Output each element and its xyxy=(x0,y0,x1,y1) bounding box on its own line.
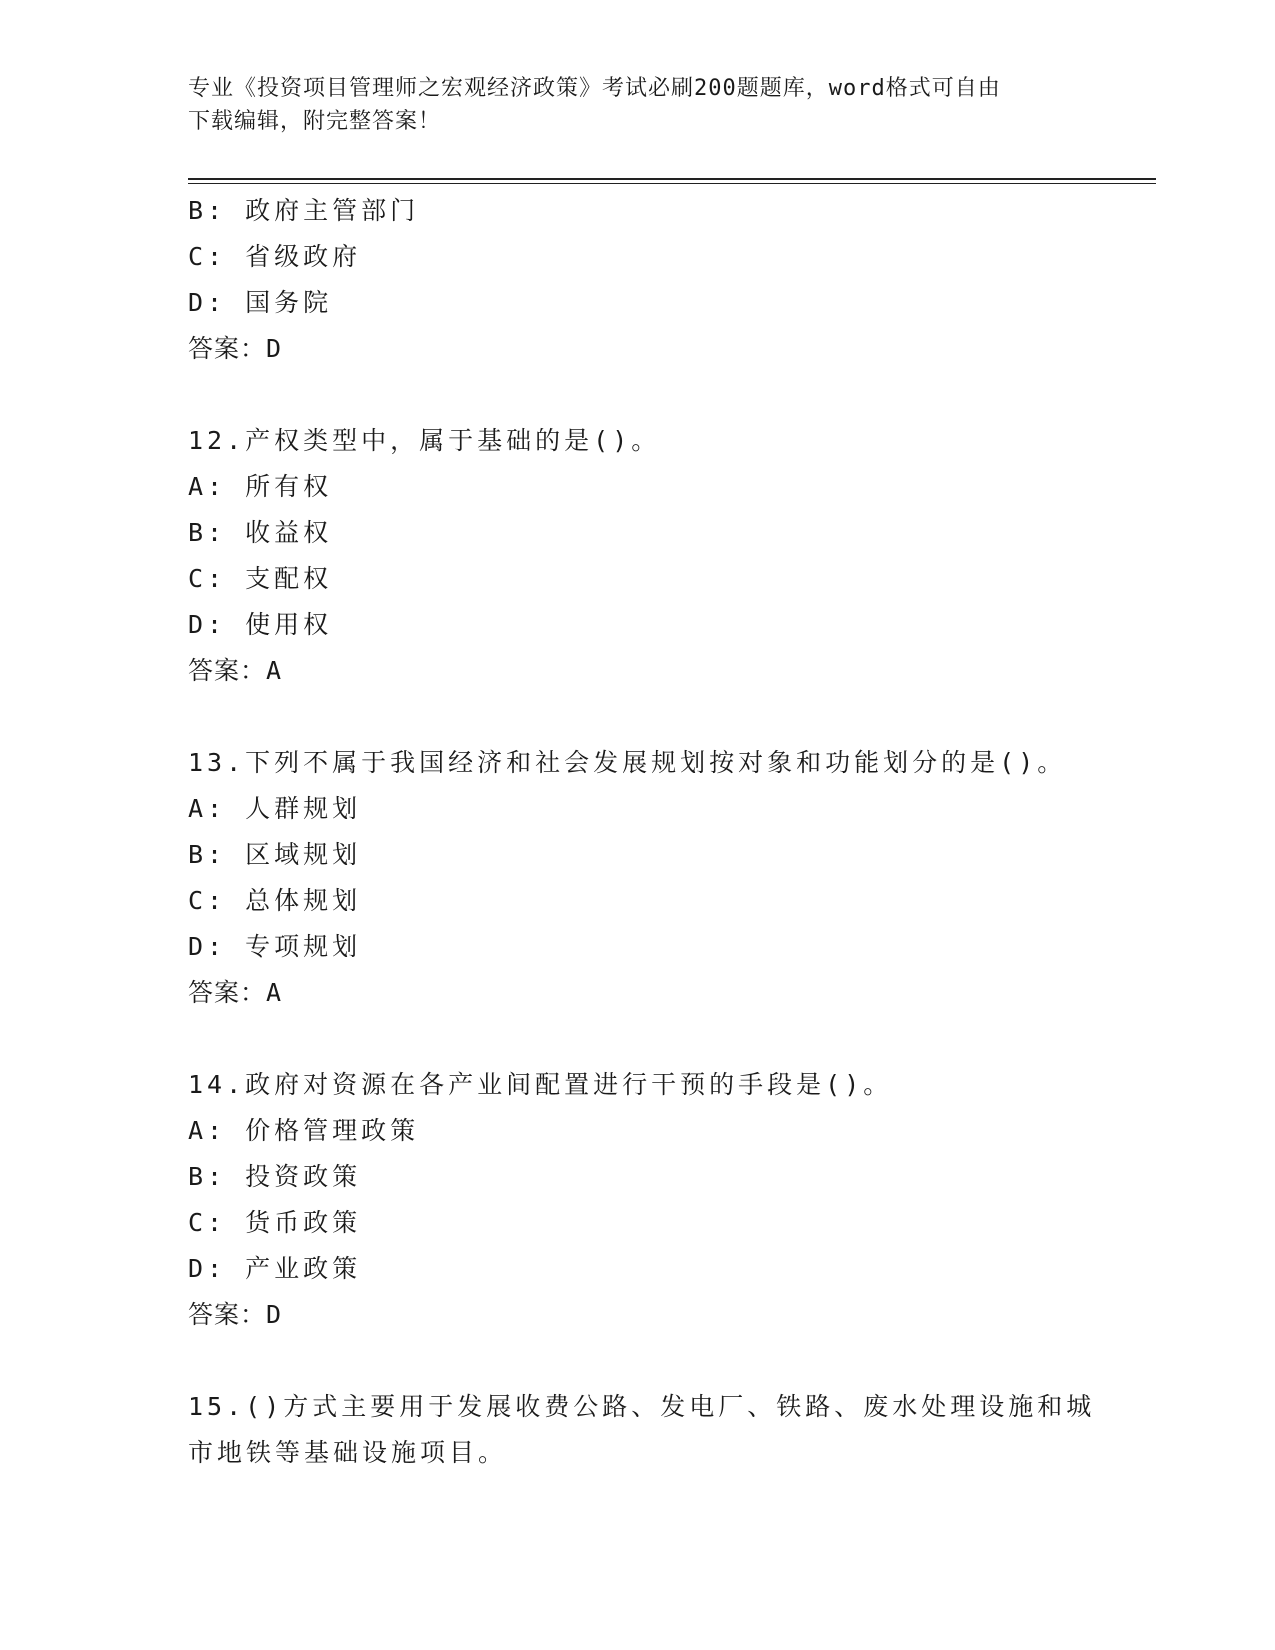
spacer xyxy=(188,1016,1108,1062)
spacer xyxy=(188,372,1108,418)
option-d: D: 专项规划 xyxy=(188,932,362,961)
answer-line: 答案：D xyxy=(188,334,283,363)
option-c: C: 总体规划 xyxy=(188,886,362,915)
question-stem: 14.政府对资源在各产业间配置进行干预的手段是()。 xyxy=(188,1070,893,1099)
spacer xyxy=(188,1338,1108,1384)
option-b: B: 政府主管部门 xyxy=(188,196,420,225)
option-c: C: 省级政府 xyxy=(188,242,362,271)
answer-line: 答案：A xyxy=(188,656,283,685)
document-header xyxy=(188,72,1088,138)
header-rule-thin xyxy=(188,183,1156,184)
option-d: D: 产业政策 xyxy=(188,1254,362,1283)
header-line-1: 专业《投资项目管理师之宏观经济政策》考试必刷200题题库，word格式可自由 xyxy=(188,76,1001,101)
header-line-2: 下载编辑，附完整答案！ xyxy=(188,109,442,134)
option-a: A: 人群规划 xyxy=(188,794,362,823)
option-b: B: 投资政策 xyxy=(188,1162,362,1191)
option-a: A: 价格管理政策 xyxy=(188,1116,420,1145)
option-d: D: 使用权 xyxy=(188,610,333,639)
option-c: C: 货币政策 xyxy=(188,1208,362,1237)
option-b: B: 区域规划 xyxy=(188,840,362,869)
question-stem: 12.产权类型中，属于基础的是()。 xyxy=(188,426,661,455)
question-block-13 xyxy=(188,740,1108,1016)
question-block-12 xyxy=(188,418,1108,694)
option-a: A: 所有权 xyxy=(188,472,333,501)
answer-line: 答案：D xyxy=(188,1300,283,1329)
answer-line: 答案：A xyxy=(188,978,283,1007)
question-stem: 13.下列不属于我国经济和社会发展规划按对象和功能划分的是()。 xyxy=(188,748,1067,777)
question-stem: 15.()方式主要用于发展收费公路、发电厂、铁路、废水处理设施和城 xyxy=(188,1392,1096,1421)
question-block-14 xyxy=(188,1062,1108,1338)
option-c: C: 支配权 xyxy=(188,564,333,593)
header-rule-thick xyxy=(188,178,1156,180)
option-b: B: 收益权 xyxy=(188,518,333,547)
question-list xyxy=(188,188,1108,1476)
question-block-15 xyxy=(188,1384,1108,1476)
question-block-11 xyxy=(188,188,1108,372)
option-d: D: 国务院 xyxy=(188,288,333,317)
spacer xyxy=(188,694,1108,740)
question-stem-continued: 市地铁等基础设施项目。 xyxy=(188,1438,508,1467)
